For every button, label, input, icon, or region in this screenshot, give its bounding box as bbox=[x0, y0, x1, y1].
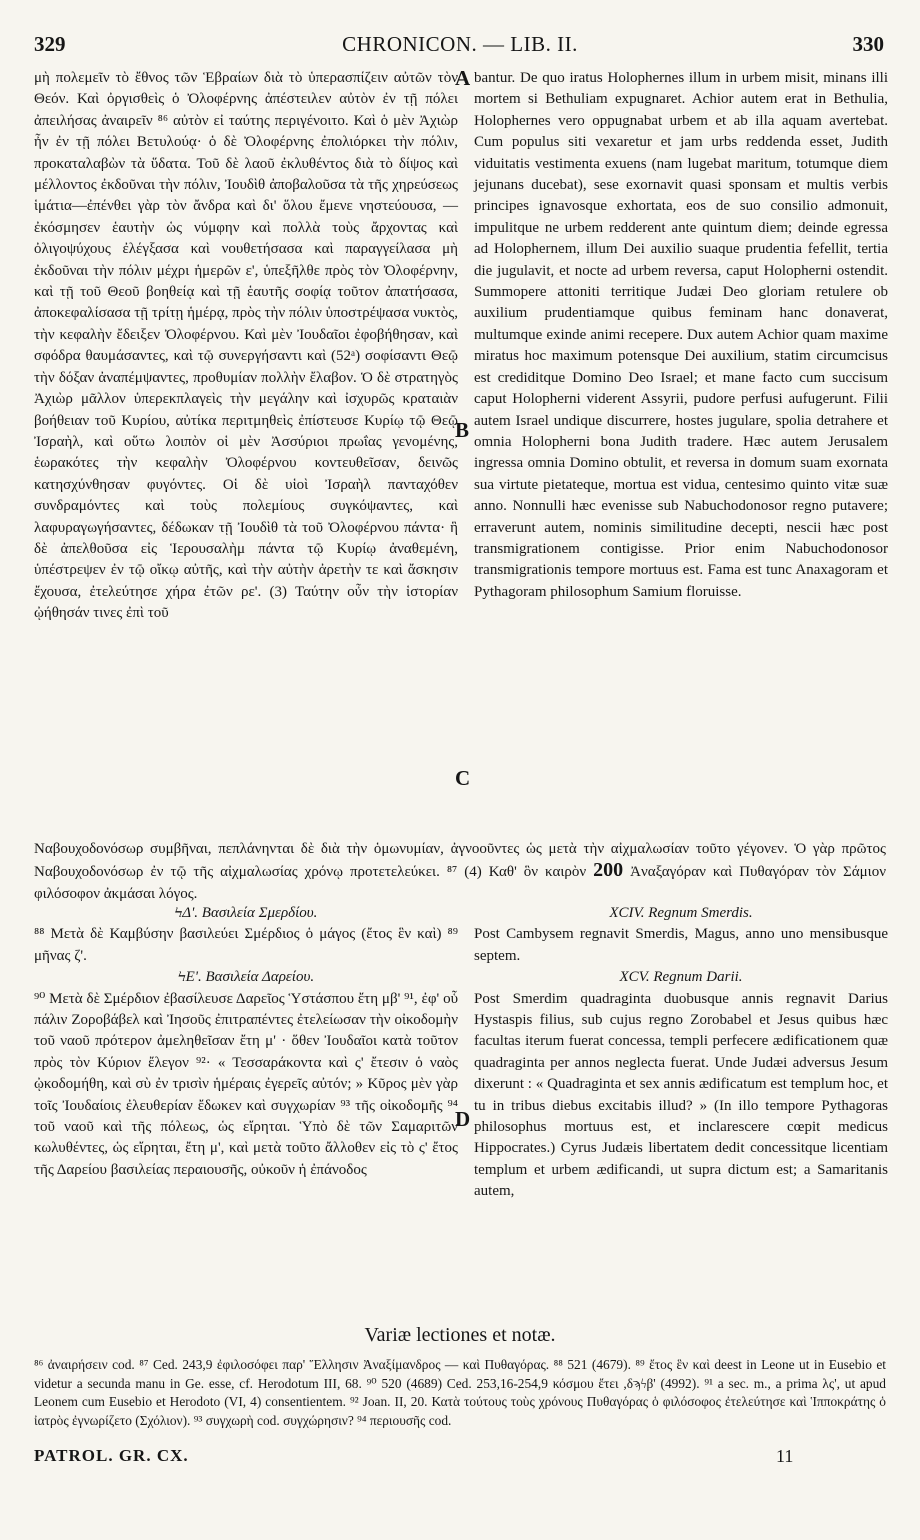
smerdis-greek-heading: ϞΔ'. Βασιλεία Σμερδίου. bbox=[174, 905, 318, 921]
latin-column bbox=[474, 68, 888, 603]
marker-a: A bbox=[455, 66, 471, 90]
darius-greek-heading: ϞΕ'. Βασιλεία Δαρείου. bbox=[177, 969, 315, 986]
smerdis-latin-heading: XCIV. Regnum Smerdis. bbox=[609, 905, 753, 921]
page-number-right: 330 bbox=[852, 32, 884, 56]
darius-latin-body: Post Smerdim quadraginta duobusque annis regnavit Darius Hystaspis filius, sub cujus regno Zorobabel et Jesus quibus hæc facultas iterum fuerat concessa, templi perfecere ædificationem quæ quadraginta per annos neglecta fuerat. Unde Judæi adversus Jesum dixerunt : « Quadraginta et sex annis ædificatum est templum hoc, et tu in tribus diebus excitabis illud? » (In illo tempore Pythagoras philosophus mortuus est, et inclarescere cœpit medicus Hippocrates.) Cyrus Judæis libertatem dedit concessitque licentiam templum et urbem ædificandi, ut supra dictum est; a Samaritanis autem, bbox=[474, 990, 888, 1200]
greek-column bbox=[34, 68, 458, 625]
smerdis-latin-body: Post Cambysem regnavit Smerdis, Magus, anno uno mensibusque septem. bbox=[474, 926, 888, 964]
bridge-number: 200 bbox=[593, 859, 624, 882]
greek-text: μὴ πολεμεῖν τὸ ἔθνος τῶν Ἑβραίων διὰ τὸ ὑπερασπίζειν αὐτῶν τὸν Θεόν. Καὶ ὀργισθεὶς ὁ Ὀλοφέρνης ἀπέστειλεν αὐτὸν ἐν τῇ πόλει ἀπειλήσας ἀναιρεῖν ⁸⁶ αὐτὸν εἰ ταύτης περιγένοιτο. Καὶ ὁ μὲν Ἀχιὼρ ἦν ἐν τῇ πόλει Βετυλούᾳ· ὁ δὲ Ὀλοφέρνης ἐπολιόρκει τὴν πόλιν, προκαταλαβὼν τὰ ὕδατα. Τοῦ δὲ λαοῦ ἐκλυθέντος διὰ τὸ δίψος καὶ μέλλοντος ἐκδοῦναι τὴν πόλιν, Ἰουδὶθ ἀποβαλοῦσα τὰ τῆς χηρεύσεως ἱμάτια—ἐπένθει γὰρ τὸν ἄνδρα καὶ δι' ὅλου ἔμενε νηστεύουσα, — ἐκόσμησεν ἑαυτὴν ὡς νύμφην καὶ πολλὰ τοὺς ἄρχοντας καὶ ὀλιγοψύχους ἐλέγξασα καὶ νουθετήσασα καὶ παραγγείλασα μὴ ἐκδοῦναι τὴν πόλιν μέχρι ἡμερῶν ε', ὑπεξῆλθε πρὸς τὸν Ὀλοφέρνην, καὶ τῇ τοῦ Θεοῦ βοηθείᾳ καὶ τῇ ἑαυτῆς σοφίᾳ τοῦτον ἀπατήσασα, ἀποκεφαλίσασα τῇ τρίτῃ ἡμέρᾳ, πρὸς τὴν πόλιν ὑποστρέψασα νυκτὸς, τὴν κεφαλὴν ἔδειξεν Ὀλοφέρνου. Καὶ μὲν Ἰουδαῖοι ἐφοβήθησαν, καὶ σφόδρα θαυμάσαντες, καὶ τῷ συνεργήσαντι καὶ (52ᵃ) σοφίσαντι Θεῷ τὴν δόξαν ἀναπέμψαντες, προθυμίαν πολλὴν ἔλαβον. Ὁ δὲ στρατηγὸς Ἀχιὼρ μᾶλλον ὑπερεκπλαγεὶς τὴν μεγάλην καὶ ἰσχυρῶς κραταιὰν βοήθειαν τοῦ Κυρίου, αὐτίκα περιτμηθεὶς ἐπίστευσε Κυρίῳ τῷ Θεῷ Ἰσραὴλ, καὶ οὕτω λοιπὸν οἱ μὲν Ἀσσύριοι πρωΐας γενομένης, ἑωρακότες τὴν κεφαλὴν Ὀλοφέρνου κοντευθεῖσαν, δεινῶς κατησχύνθησαν φυγόντες. Οἱ δὲ υἱοὶ Ἰσραὴλ πανταχόθεν συνδραμόντες καὶ τοὺς πολεμίους συγκόψαντες, καὶ λαφυραγωγήσαντες, δέδωκαν τῇ Ἰουδὶθ τὰ τοῦ Ὀλοφέρνου πάντα· ἣ δὲ ἀπελθοῦσα εἰς Ἱερουσαλὴμ πάντα τῷ Κυρίῳ ἀναθεμένη, ὑπέστρεψεν ἐν τῷ οἴκῳ αὐτῆς, καὶ τὴν αὐτὴν ἀρετὴν τε καὶ ἄσκησιν ἔχουσα, ἐτελεύτησε χήρα ἐτῶν ρε'. (3) Ταύτην οὖν τὴν ἱστορίαν ᾠήθησάν τινες ἐπὶ τοῦ bbox=[34, 70, 458, 622]
marker-b: B bbox=[455, 418, 470, 442]
bridge-text-after: Ἀναξαγόραν καὶ Πυθαγόραν τὸν Σάμιον φιλόσοφον ἀκμάσαι λόγος. bbox=[34, 864, 887, 902]
greek-sections bbox=[34, 903, 458, 1181]
latin-sections bbox=[474, 903, 888, 1203]
running-head: CHRONICON. — LIB. II. bbox=[342, 32, 578, 56]
page-number-left: 329 bbox=[34, 32, 66, 56]
smerdis-greek-body: ⁸⁸ Μετὰ δὲ Καμβύσην βασιλεύει Σμέρδιος ὁ μάγος (ἔτος ἓν καὶ) ⁸⁹ μῆνας ζ'. bbox=[34, 926, 458, 964]
marker-c: C bbox=[455, 766, 471, 790]
latin-text: bantur. De quo iratus Holophernes illum in urbem misit, minans illi mortem si Bethuliam expugnaret. Achior autem erat in Bethulia, Holophernes vero oppugnabat urbem et ab illa aquam avertebat. Cum populus siti vexaretur et jam urbs reddenda esset, Judith viduitatis vestimenta exuens (nam lugebat maritum, totumque diem jejunans ducebat), sese exornavit quasi sponsam et multis verbis principes ignavosque exhortata, eos de suo consilio admonuit, impulitque ne urbem redderent ante quintum diem; deinde egressa ad Holophernem, illum Dei auxilio suaque prudentia fefellit, tertia die jugulavit, et nocte ad urbem reversa, caput Holopherni ostendit. Summopere attoniti territique Judæi Deo gloriam retulere ob auxilium prudentiamque quibus feminam hanc donaverat, multumque exinde animi recepere. Dux autem Achior quam maxime miratus hoc maximum potensque Dei auxilium, statim circumcisus est crediditque Domino Deo Israel; et mane facto cum succisum caput Holopherni viderent Assyrii, pudore perfusi aufugerunt. Filii autem Israel undique discurrere, hostes jugulare, spolia detrahere et omnia Holopherni bona Judith tradere. Hæc autem Jerusalem ingressa omnia Domino obtulit, et reversa in domum suam exornata sua virtute pietateque, mortua est vidua, centesimo quinto vitæ suæ anno. Nonnulli hæc evenisse sub Nabuchodonosor regno putavere; erraverunt autem, nominis similitudine decepti, nescii hæc post transmigrationem contigisse. Prior enim Nabuchodonosor transmigrationis tempore mortuus est. Fama est tunc Anaxagoram et Pythagoram philosophum Samium floruisse. bbox=[474, 70, 888, 600]
bridge-text: Ναβουχοδονόσωρ συμβῆναι, πεπλάνηνται δὲ διὰ τὴν ὁμωνυμίαν, ἀγνοοῦντες ὡς μετὰ τὴν αἰχμαλωσίαν τοῦτο γέγονεν. Ὁ γὰρ πρῶτος Ναβουχοδονόσωρ ἐν τῷ τῆς αἰχμαλωσίας χρόνῳ προτετελεύκει. ⁸⁷ (4) Καθ' ὃν καιρὸν bbox=[34, 841, 886, 881]
darius-greek-body: ⁹⁰ Μετὰ δὲ Σμέρδιον ἐβασίλευσε Δαρεῖος Ὑστάσπου ἔτη μβ' ⁹¹, ἐφ' οὗ πάλιν Ζοροβάβελ καὶ Ἰησοῦς ἐπιτραπέντες ἐτελείωσαν τὴν οἰκοδομὴν τοῦ ναοῦ πρότερον ἀμεληθεῖσαν ἔτη μ' · ὅθεν Ἰουδαῖοι κατὰ τοῦτον πρὸς τὸν Κύριον ἔλεγον ⁹²· « Τεσσαράκοντα καὶ ς' ἔτεσιν ὁ ναὸς ᾠκοδομήθη, καὶ σὺ ἐν τρισὶν ἡμέραις ἐγερεῖς αὐτόν; » Κῦρος μὲν γὰρ τοῖς Ἰουδαίοις ἐλευθερίαν ἔδωκεν καὶ συγχωρίαν ⁹³ τῆς οἰκοδομῆς ⁹⁴ τοῦ ναοῦ καὶ τῆς πόλεως, ὡς εἴρηται. Ὑπὸ δὲ τῶν Σαμαριτῶν κωλυθέντες, ὡς εἴρηται, ἔτη μ', καὶ μετὰ τοῦτο ἄλλοθεν εἰς τὸ ς' ἔτος τῆς Δαρείου βασιλείας περαιουσῆς, οὐκοῦν ἡ ἐπάνοδος bbox=[34, 990, 458, 1178]
darius-latin-heading: XCV. Regnum Darii. bbox=[619, 969, 743, 986]
bridge-paragraph bbox=[34, 839, 886, 905]
footer-sheet-number: 11 bbox=[776, 1446, 794, 1466]
footer-signature: PATROL. GR. CX. bbox=[34, 1446, 189, 1465]
notes-title: Variæ lectiones et notæ. bbox=[364, 1324, 556, 1346]
marker-d: D bbox=[455, 1107, 471, 1131]
notes-text: ⁸⁶ ἀναιρήσειν cod. ⁸⁷ Ced. 243,9 ἐφιλοσόφει παρ' Ἕλλησιν Ἀναξίμανδρος — καὶ Πυθαγόρας. ⁸⁸ 521 (4679). ⁸⁹ ἔτος ἓν καὶ deest in Leone ut in Eusebio et videtur a secunda manu in Ge. esse, cf. Herodotum III, 68. ⁹⁰ 520 (4689) Ced. 253,16-254,9 κόσμου ἔτει ,δϡϟβ' (4992). ⁹¹ a sec. m., a prima λς', ut apud Leonem cum Eusebio et Herodoto (VI, 4) consentientem. ⁹² Joan. II, 20. Κατὰ τούτους τοὺς χρόνους Πυθαγόρας ὁ φιλόσοφος ἐτελεύτησε καὶ Ἱπποκράτης ὁ ἰατρὸς ἐγνωρίζετο (Σχόλιον). ⁹³ συγχωρὴ cod. συγχώρησιν? ⁹⁴ περιουσῆς cod. bbox=[34, 1357, 886, 1428]
